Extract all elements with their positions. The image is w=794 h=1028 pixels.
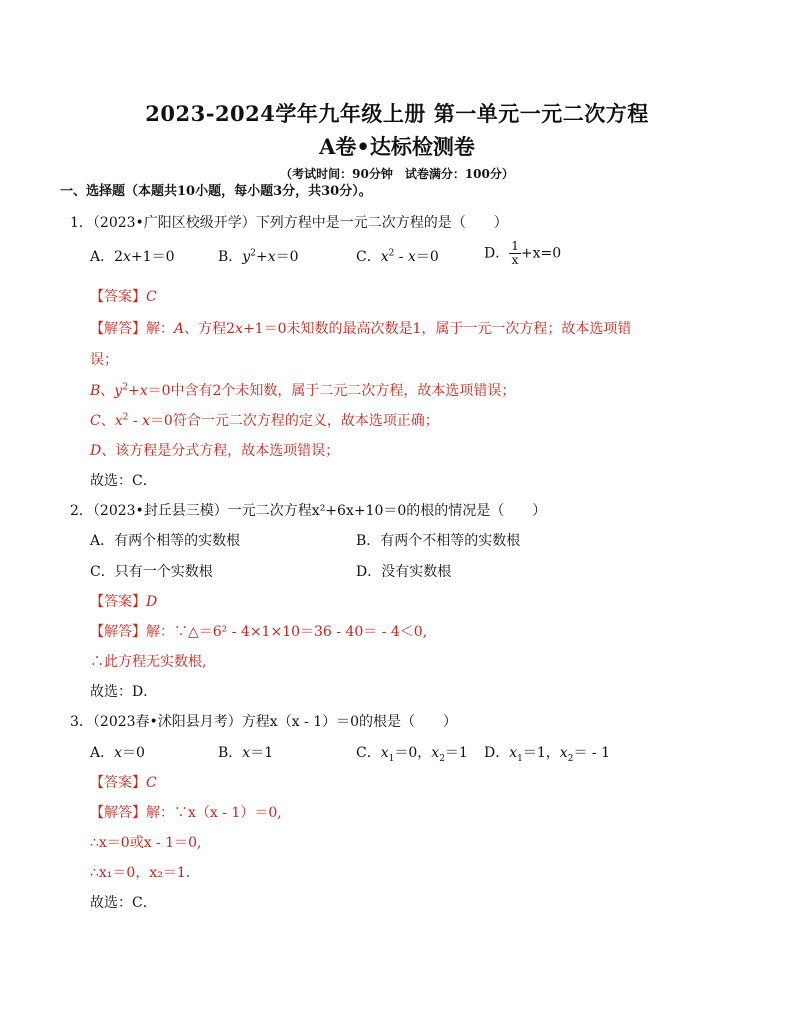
q1-solution-line-1: 【解答】解：A、方程2x+1＝0未知数的最高次数是1，属于一元一次方程；故本选项错 — [90, 321, 632, 337]
q1-option-a: A．2x+1＝0 — [90, 249, 175, 265]
page-subtitle-title: A卷•达标检测卷 — [319, 134, 475, 159]
q1-solution-line-4: C、$x^2 - x=0$符合一元二次方程的定义，故本选项正确； — [90, 412, 439, 429]
q1-solution-line-5: D、该方程是分式方程，故本选项错误； — [90, 443, 340, 459]
q2-option-c: C．只有一个实数根 — [90, 564, 213, 580]
q3-solution-line-1: 【解答】解：∵x（x - 1）＝0, — [90, 805, 282, 821]
q3-answer: 【答案】C — [90, 775, 157, 791]
q1-option-c: C．$x^2 - x=0$ — [356, 248, 439, 265]
q3-solution-line-2: ∴x＝0或x - 1＝0, — [90, 835, 202, 851]
q2-final: 故选：D． — [90, 684, 158, 700]
q3-option-a: A．x＝0 — [90, 745, 145, 761]
question-3-stem: 3．（2023春•沭阳县月考）方程x（x - 1）＝0的根是（ ） — [70, 714, 458, 730]
exam-info: （考试时间：90分钟 试卷满分：100分） — [280, 167, 514, 181]
q1-option-b: B．$y^2+x=0$ — [218, 248, 299, 265]
q3-option-c: C．$x_1=0$，$x_2=1$ — [356, 745, 468, 764]
q1-solution-line-3: B、$y^2+x=0$中含有2个未知数，属于二元二次方程，故本选项错误； — [90, 382, 516, 399]
q2-solution-line-1: 【解答】解：∵△＝6² - 4×1×10＝36 - 40＝ - 4＜0, — [90, 624, 428, 640]
q1-final: 故选：C． — [90, 473, 157, 489]
page-title: 2023-2024学年九年级上册 第一单元一元二次方程 — [145, 101, 649, 126]
q2-answer: 【答案】D — [90, 594, 158, 610]
section-heading: 一、选择题（本题共10小题，每小题3分，共30分）。 — [60, 184, 372, 199]
q2-option-b: B．有两个不相等的实数根 — [356, 533, 521, 549]
q2-option-a: A．有两个相等的实数根 — [90, 533, 241, 549]
q3-option-d: D．$x_1=1$，$x_2= - 1$ — [484, 745, 610, 764]
q2-option-d: D．没有实数根 — [356, 564, 452, 580]
q2-solution-line-2: ∴此方程无实数根, — [90, 654, 207, 670]
q3-option-b: B．x＝1 — [218, 745, 274, 761]
q1-option-d: D． $\frac{1}{x}$ +x=0 — [484, 239, 562, 267]
q1-solution-line-2: 误； — [90, 352, 118, 368]
q3-solution-line-3: ∴x₁＝0，x₂＝1． — [90, 865, 200, 881]
q3-final: 故选：C． — [90, 895, 157, 911]
question-1-stem: 1．（2023•广阳区校级开学）下列方程中是一元二次方程的是（ ） — [70, 215, 508, 231]
q1-answer: 【答案】C — [90, 289, 157, 305]
question-2-stem: 2．（2023•封丘县三模）一元二次方程x²+6x+10＝0的根的情况是（ ） — [70, 503, 547, 519]
